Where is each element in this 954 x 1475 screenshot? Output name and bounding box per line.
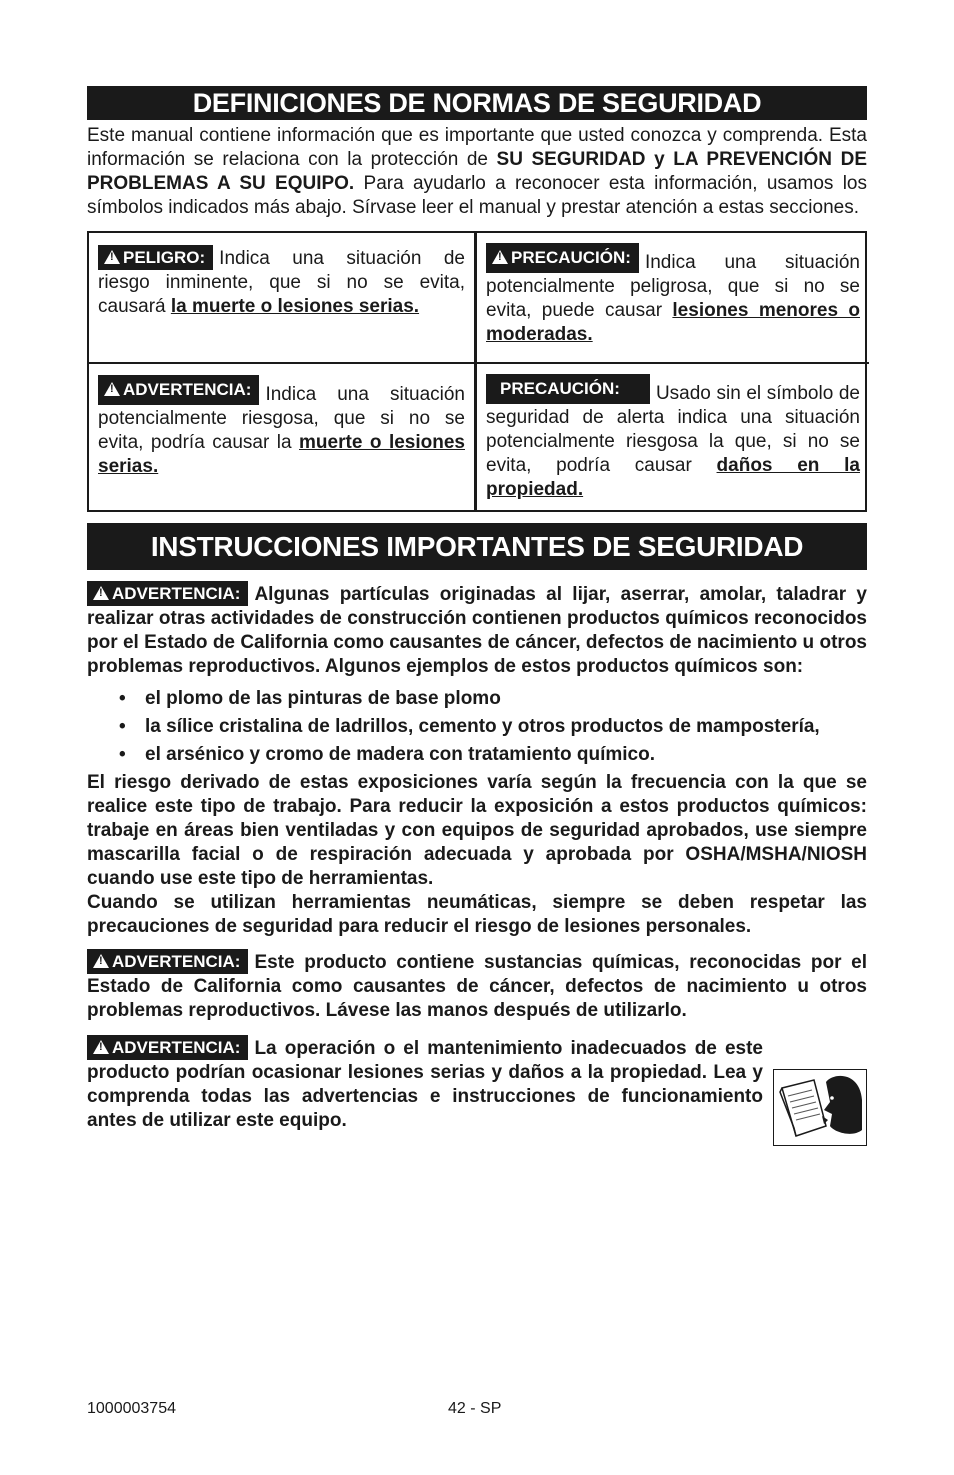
peligro-label (98, 245, 213, 270)
read-manual-icon-graphic (774, 1070, 866, 1145)
intro-text-a: Este manual contiene información que es importante que usted conozca y comprenda. Esta información se relaciona con la protección de (87, 125, 867, 170)
precaucion-alert-label-text: PRECAUCIÓN: (511, 248, 631, 267)
advertencia-label (87, 1035, 248, 1060)
warning-triangle-icon (104, 250, 120, 264)
precaucion-plain-text: Usado sin el símbolo de seguridad de alerta indica una situación potencialmente riesgosa la que, si no se evita, podría causar (486, 383, 860, 476)
page-number: 42 - SP (448, 1400, 502, 1417)
precaucion-plain-emph: daños en la propiedad. (486, 455, 860, 500)
list-item: • el plomo de las pinturas de base plomo (87, 687, 867, 711)
intro-text-b: Para ayudarlo a reconocer esta información, usamos los símbolos indicados más abajo. Sírvase leer el manual y prestar atención a estas secciones. (87, 173, 867, 218)
section-title-instrucciones: INSTRUCCIONES IMPORTANTES DE SEGURIDAD (87, 523, 867, 570)
warning-triangle-icon (93, 954, 109, 968)
precaucion-alert-text: Indica una situación potencialmente peligrosa, que si no se evita, puede causar (486, 252, 860, 321)
warning-block-3 (87, 1035, 867, 1133)
read-manual-icon (773, 1069, 867, 1146)
warning-triangle-icon (104, 382, 120, 396)
peligro-emph: la muerte o lesiones serias. (170, 296, 420, 317)
precaucion-alert-emph: lesiones menores o moderadas. (486, 300, 860, 345)
definition-precaucion-plain (477, 364, 869, 510)
precaucion-alert-label (486, 243, 639, 273)
peligro-label-text: PELIGRO: (123, 248, 206, 267)
advertencia-label-text: ADVERTENCIA: (112, 584, 241, 603)
exposure-paragraph: El riesgo derivado de estas exposiciones varía según la frecuencia con la que se realice este tipo de trabajo. Para reducir la exposición a estos productos químicos: trabaje en áreas bien ventiladas y con equipos de seguridad aprobados, use siempre mascarilla facial o de respiración adecuada y aprobada por OSHA/MSHA/NIOSH cuando use este tipo de herramientas. (87, 772, 867, 889)
advertencia-label (87, 581, 248, 606)
warning-triangle-icon (93, 586, 109, 600)
definitions-table (87, 231, 867, 512)
warning-1-text: Algunas partículas originadas al lijar, aserrar, amolar, taladrar y realizar otras actividades de construcción contienen productos químicos reconocidos por el Estado de California como causantes de cáncer, defectos de nacimiento u otros problemas reproductivos. Algunos ejemplos de estos productos químicos son: (87, 584, 867, 677)
advertencia-label-text: ADVERTENCIA: (112, 952, 241, 971)
advertencia-text: Indica una situación potencialmente riesgosa, que si no se evita, podría causar la (98, 384, 465, 453)
document-number: 1000003754 (87, 1400, 176, 1417)
list-item: • el arsénico y cromo de madera con tratamiento químico. (87, 743, 867, 767)
list-item: • la sílice cristalina de ladrillos, cemento y otros productos de mampostería, (87, 715, 867, 739)
warning-paragraph-3 (87, 1035, 867, 1133)
intro-text-bold: SU SEGURIDAD y LA PREVENCIÓN DE PROBLEMAS A SU EQUIPO. (87, 149, 867, 194)
warning-paragraph-1 (87, 581, 867, 679)
definition-advertencia (89, 364, 477, 510)
warning-triangle-icon (93, 1040, 109, 1054)
section-title-definiciones: DEFINICIONES DE NORMAS DE SEGURIDAD (87, 86, 867, 120)
advertencia-emph: muerte o lesiones serias. (98, 432, 465, 477)
pneumatic-paragraph: Cuando se utilizan herramientas neumáticas, siempre se deben respetar las precauciones de seguridad para reducir el riesgo de lesiones personales. (87, 892, 867, 937)
warning-2-text: Este producto contiene sustancias químicas, reconocidas por el Estado de California como causantes de cáncer, defectos de nacimiento u otros problemas reproductivos. Lávese las manos después de utilizarlo. (87, 952, 867, 1021)
chemical-examples-list (87, 687, 867, 767)
warning-paragraph-2 (87, 949, 867, 1023)
definition-precaucion-alert (477, 233, 869, 364)
warning-triangle-icon (492, 250, 508, 264)
warning-3-text: La operación o el mantenimiento inadecuados de este producto podrían ocasionar lesiones serias y daños a la propiedad. Lea y comprenda todas las advertencias e instrucciones de funcionamiento antes de utilizar este equipo. (87, 1038, 763, 1131)
advertencia-label-text: ADVERTENCIA: (123, 380, 252, 399)
precaucion-plain-label: PRECAUCIÓN: (486, 374, 650, 404)
page-content (87, 86, 867, 1137)
peligro-text: Indica una situación de riesgo inminente, que si no se evita, causará (98, 248, 465, 317)
advertencia-label-text: ADVERTENCIA: (112, 1038, 241, 1057)
intro-paragraph (87, 124, 867, 220)
advertencia-label (87, 949, 248, 974)
advertencia-label (98, 375, 259, 405)
definition-peligro (89, 233, 477, 364)
